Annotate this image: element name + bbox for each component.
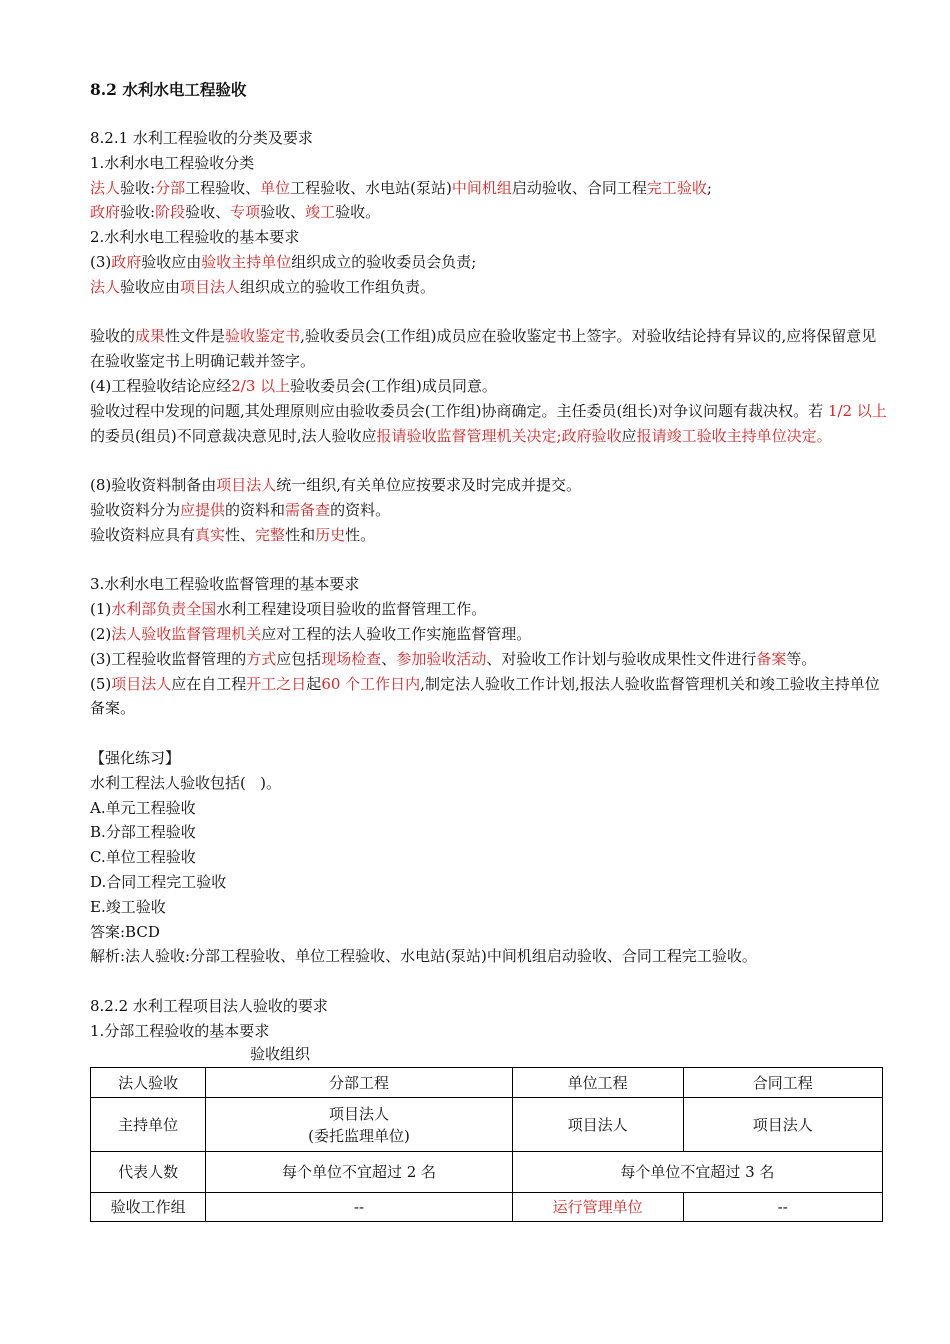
highlight-text: 验收主持单位 — [201, 252, 292, 271]
table-row-host — [91, 1098, 883, 1152]
spacer — [90, 548, 890, 573]
table-cell-reps-danwei-hetong: 每个单位不宜超过 3 名 — [512, 1152, 882, 1193]
body-text: 验收过程中发现的问题,其处理原则应由验收委员会(工作组)协商确定。主任委员(组长)对争议问题有裁决权。若 — [90, 401, 828, 420]
highlight-text: 项目法人 — [180, 277, 241, 296]
highlight-text: 项目法人 — [216, 476, 277, 495]
table-cell-group-fenbu: -- — [206, 1193, 513, 1222]
table-cell-host-danwei: 项目法人 — [512, 1098, 683, 1152]
body-text: 验收: — [120, 203, 156, 222]
paragraph-requirement-4 — [90, 374, 890, 399]
practice-analysis: 解析:法人验收:分部工程验收、单位工程验收、水电站(泵站)中间机组启动验收、合同工程完工验收。 — [90, 947, 757, 966]
table-header-cell: 法人验收 — [91, 1068, 206, 1098]
body-text: ,制定法人验收工作计划,报法人验收监督管理机关和竣工验收主持单位备案。 — [90, 674, 880, 718]
body-text: 应 — [621, 426, 637, 445]
body-text: 、对验收工作计划与验收成果性文件进行 — [486, 649, 757, 668]
body-text: 验收资料应具有 — [90, 525, 196, 544]
body-text: 的资料和 — [225, 500, 286, 519]
paragraph-requirement-8 — [90, 473, 890, 498]
highlight-text: 历史 — [315, 525, 346, 544]
highlight-text: 需备查 — [285, 500, 331, 519]
highlight-text: 备案 — [756, 649, 787, 668]
spacer — [90, 721, 890, 746]
body-text: 的资料。 — [330, 500, 391, 519]
paragraph-supervision-1 — [90, 597, 890, 622]
body-text: 性和 — [285, 525, 316, 544]
highlight-text: 竣工 — [305, 203, 336, 222]
body-text: (1) — [90, 600, 112, 619]
body-text: 验收: — [120, 178, 156, 197]
body-text: 组织成立的验收委员会负责; — [291, 252, 477, 271]
highlight-text: 验收鉴定书 — [225, 327, 301, 346]
highlight-text: 方式 — [246, 649, 277, 668]
spacer — [90, 300, 890, 325]
body-text: 统一组织,有关单位应按要求及时完成并提交。 — [276, 476, 582, 495]
practice-label: 【强化练习】 — [90, 748, 181, 767]
body-text: 验收、 — [260, 203, 306, 222]
body-text: 应包括 — [276, 649, 322, 668]
table-cell-group-danwei: 运行管理单位 — [512, 1193, 683, 1222]
highlight-text: 完整 — [255, 525, 286, 544]
highlight-text: 阶段 — [155, 203, 186, 222]
spacer — [90, 448, 890, 473]
body-text: 的委员(组员)不同意裁决意见时,法人验收应 — [90, 426, 377, 445]
body-text: 等。 — [786, 649, 817, 668]
sub-heading-classification: 1.水利水电工程验收分类 — [90, 153, 255, 172]
body-text: 工程验收、 — [185, 178, 261, 197]
body-text: 性、 — [225, 525, 256, 544]
highlight-text: 参加验收活动 — [396, 649, 487, 668]
section-title: 8.2 水利水电工程验收 — [90, 80, 247, 99]
subsection-heading-8-2-1: 8.2.1 水利工程验收的分类及要求 — [90, 129, 313, 147]
paragraph-dispute-handling — [90, 399, 890, 449]
highlight-text: 报请竣工验收主持单位决定。 — [636, 426, 832, 445]
highlight-text: 政府 — [90, 203, 121, 222]
body-text: 验收应由 — [120, 277, 181, 296]
paragraph-supervision-5 — [90, 672, 890, 722]
table-header-cell: 分部工程 — [206, 1068, 513, 1098]
body-text: ,验收委员会(工作组)成员应在验收鉴定书上签字。对验收结论持有异议的,应将保留意见在验收鉴定书上明确记载并签字。 — [90, 327, 877, 371]
table-cell-line: 项目法人 — [328, 1104, 389, 1123]
highlight-text: 项目法人 — [111, 674, 172, 693]
body-text: (5) — [90, 674, 112, 693]
highlight-text: 报请验收监督管理机关决定;政府验收 — [376, 426, 622, 445]
paragraph-supervision-2 — [90, 622, 890, 647]
practice-option-a: A.单元工程验收 — [90, 798, 196, 817]
body-text: (3) — [90, 252, 112, 271]
body-text: (8)验收资料制备由 — [90, 476, 217, 495]
body-text: 验收委员会(工作组)成员同意。 — [290, 376, 497, 395]
body-text: 水利工程建设项目验收的监督管理工作。 — [216, 600, 487, 619]
body-text: 应在自工程 — [171, 674, 247, 693]
paragraph-supervision-3 — [90, 647, 890, 672]
practice-question: 水利工程法人验收包括( )。 — [90, 773, 282, 792]
practice-option-b: B.分部工程验收 — [90, 823, 196, 842]
body-text: (2) — [90, 624, 112, 643]
table-cell-reps-fenbu: 每个单位不宜超过 2 名 — [206, 1152, 513, 1193]
sub-heading-basic-requirements: 2.水利水电工程验收的基本要求 — [90, 228, 300, 247]
paragraph-government-acceptance — [90, 200, 890, 225]
table-row-group — [91, 1193, 883, 1222]
highlight-text: 法人 — [90, 277, 121, 296]
practice-option-c: C.单位工程验收 — [90, 848, 196, 867]
table-caption: 验收组织 — [250, 1045, 311, 1064]
table-cell-line: (委托监理单位) — [308, 1126, 410, 1145]
table-row-reps — [91, 1152, 883, 1193]
table-row-label: 主持单位 — [91, 1098, 206, 1152]
body-text: 验收资料分为 — [90, 500, 181, 519]
highlight-text: 专项 — [230, 203, 261, 222]
body-text: (3)工程验收监督管理的 — [90, 649, 247, 668]
practice-option-d: D.合同工程完工验收 — [90, 872, 227, 891]
table-row-label: 代表人数 — [91, 1152, 206, 1193]
acceptance-organization-table — [90, 1067, 883, 1222]
highlight-text: 开工之日 — [246, 674, 307, 693]
table-cell-host-fenbu — [206, 1098, 513, 1152]
table-cell-host-hetong: 项目法人 — [683, 1098, 883, 1152]
body-text: 性文件是 — [165, 327, 226, 346]
body-text: 组织成立的验收工作组负责。 — [240, 277, 436, 296]
body-text: 性。 — [345, 525, 376, 544]
spacer — [90, 969, 890, 994]
highlight-text: 现场检查 — [321, 649, 382, 668]
highlight-text: 水利部负责全国 — [111, 600, 217, 619]
body-text: 启动验收、合同工程 — [511, 178, 647, 197]
paragraph-legal-person-group — [90, 275, 890, 300]
document-page — [90, 78, 890, 1222]
body-text: 验收。 — [335, 203, 381, 222]
highlight-text: 成果 — [135, 327, 166, 346]
table-header-cell: 合同工程 — [683, 1068, 883, 1098]
body-text: (4)工程验收结论应经 — [90, 376, 232, 395]
highlight-text: 中间机组 — [451, 178, 512, 197]
paragraph-materials-types — [90, 498, 890, 523]
highlight-text: 分部 — [155, 178, 186, 197]
highlight-text: 法人 — [90, 178, 121, 197]
body-text: 、 — [381, 649, 397, 668]
subsection-heading-8-2-2: 8.2.2 水利工程项目法人验收的要求 — [90, 996, 328, 1015]
highlight-text: 单位 — [260, 178, 291, 197]
highlight-text: 1/2 以上 — [827, 401, 887, 420]
highlight-text: 应提供 — [180, 500, 226, 519]
body-text: 验收的 — [90, 327, 136, 346]
highlight-text: 60 个工作日内 — [321, 674, 421, 693]
body-text: ; — [706, 178, 712, 197]
highlight-text: 真实 — [195, 525, 226, 544]
table-header-cell: 单位工程 — [512, 1068, 683, 1098]
body-text: 起 — [306, 674, 322, 693]
body-text: 工程验收、水电站(泵站) — [290, 178, 452, 197]
body-text: 应对工程的法人验收工作实施监督管理。 — [261, 624, 532, 643]
table-header-row — [91, 1068, 883, 1098]
practice-option-e: E.竣工验收 — [90, 897, 166, 916]
table-row-label: 验收工作组 — [91, 1193, 206, 1222]
sub-heading-supervision: 3.水利水电工程验收监督管理的基本要求 — [90, 575, 360, 594]
highlight-text: 完工验收 — [646, 178, 707, 197]
table-cell-group-hetong: -- — [683, 1193, 883, 1222]
paragraph-requirement-3 — [90, 250, 890, 275]
highlight-text: 2/3 以上 — [231, 376, 291, 395]
paragraph-legal-person-acceptance — [90, 176, 890, 201]
paragraph-acceptance-certificate — [90, 324, 890, 374]
practice-answer: 答案:BCD — [90, 922, 160, 941]
highlight-text: 政府 — [111, 252, 142, 271]
paragraph-materials-properties — [90, 523, 890, 548]
body-text: 验收、 — [185, 203, 231, 222]
body-text: 验收应由 — [141, 252, 202, 271]
highlight-text: 法人验收监督管理机关 — [111, 624, 262, 643]
sub-heading-division-acceptance: 1.分部工程验收的基本要求 — [90, 1021, 270, 1040]
